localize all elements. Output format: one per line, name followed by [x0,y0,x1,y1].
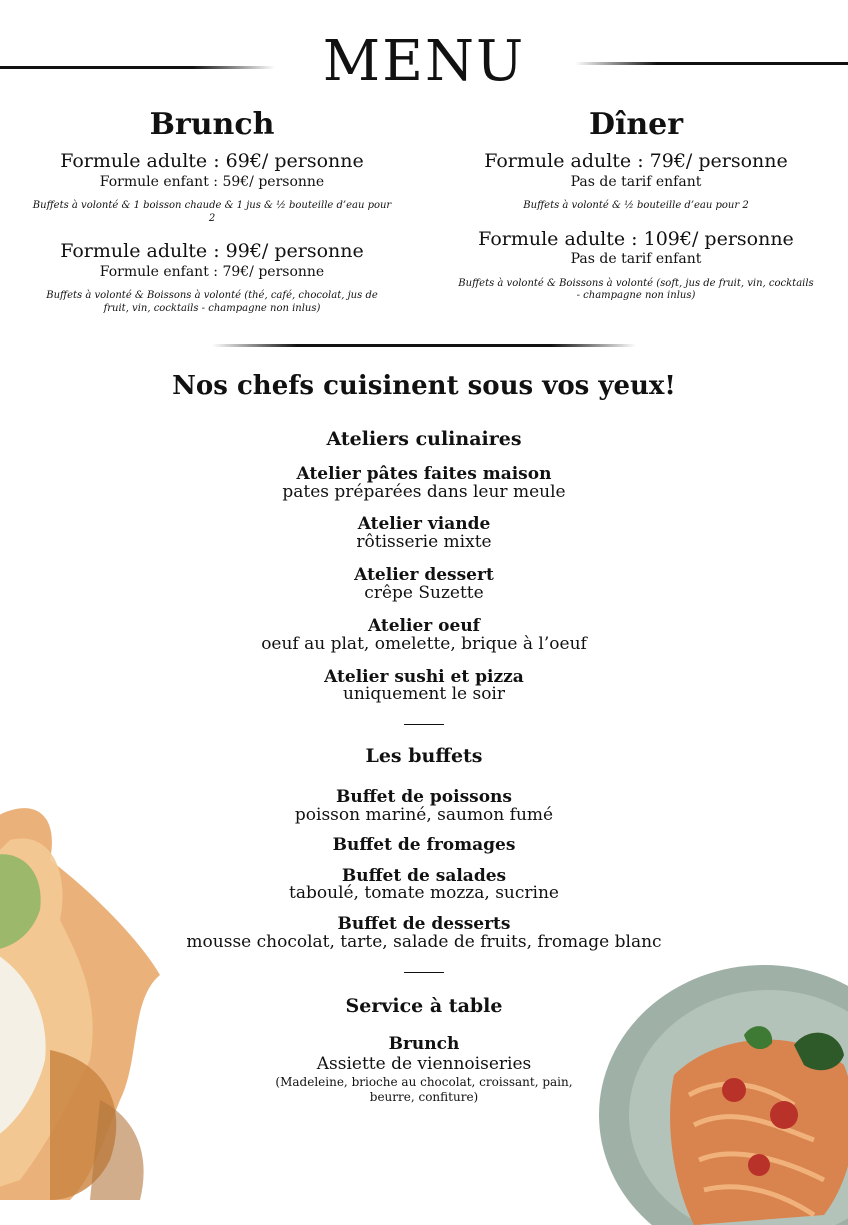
service-sub-heading: Brunch [388,1033,460,1054]
brunch-child-price-2: Formule enfant : 79€/ personne [99,263,325,280]
brunch-heading: Brunch [149,107,275,142]
atelier-desc: rôtisserie mixte [356,532,492,553]
atelier-desc: pates préparées dans leur meule [282,481,566,502]
atelier-name: Atelier dessert [354,565,494,586]
atelier-item [0,516,848,552]
diner-child-price-1: Pas de tarif enfant [570,173,702,190]
diner-child-price-2: Pas de tarif enfant [570,251,702,268]
atelier-name: Atelier oeuf [368,615,480,636]
short-divider [404,724,444,725]
buffet-name: Buffet de salades [341,865,507,886]
diner-note-1: Buffets à volonté & ½ bouteille d’eau pour 2 [523,200,749,212]
brunch-adult-price-1: Formule adulte : 69€/ personne [60,150,364,172]
section-divider [212,344,636,347]
atelier-item [0,666,848,705]
atelier-name: Atelier sushi et pizza [324,666,524,687]
atelier-name: Atelier pâtes faites maison [296,463,552,484]
buffet-name: Buffet de desserts [337,914,511,935]
page-title: MENU [322,29,526,94]
brunch-child-price-1: Formule enfant : 59€/ personne [99,173,325,190]
atelier-desc: uniquement le soir [342,684,505,705]
service-heading: Service à table [345,994,503,1017]
atelier-desc: oeuf au plat, omelette, brique à l’oeuf [261,633,587,654]
buffets-heading: Les buffets [365,745,483,768]
service-detail: (Madeleine, brioche au chocolat, croissant, pain, beurre, confiture) [275,1075,573,1104]
brunch-note-1: Buffets à volonté & 1 boisson chaude & 1 jus & ½ bouteille d’eau pour 2 [32,200,392,224]
chefs-heading: Nos chefs cuisinent sous vos yeux! [172,371,676,401]
diner-adult-price-2: Formule adulte : 109€/ personne [478,227,794,250]
brunch-note-2: Buffets à volonté & Boissons à volonté (thé, café, chocolat, jus de fruit, vin, cocktails - champagne non inlus) [46,290,378,314]
buffet-item [0,916,848,952]
diner-note-2: Buffets à volonté & Boissons à volonté (soft, jus de fruit, vin, cocktails - champagne non inlus) [458,277,814,302]
ateliers-heading: Ateliers culinaires [326,428,522,450]
buffet-desc: taboulé, tomate mozza, sucrine [289,883,559,904]
buffet-desc: poisson mariné, saumon fumé [294,804,554,825]
diner-heading: Dîner [588,107,684,142]
diner-column [436,108,836,303]
atelier-name: Atelier viande [357,514,491,535]
buffet-name: Buffet de poissons [336,787,512,808]
buffet-desc: mousse chocolat, tarte, salade de fruits, fromage blanc [186,932,662,953]
brunch-column [12,108,412,315]
chef-sections [0,428,848,1104]
atelier-desc: crêpe Suzette [364,583,484,604]
service-item: Assiette de viennoiseries [316,1053,532,1074]
buffet-name: Buffet de fromages [332,834,516,855]
atelier-item [0,567,848,603]
short-divider [404,972,444,973]
atelier-item [0,463,848,502]
atelier-item [0,615,848,654]
buffet-item [0,865,848,904]
brunch-adult-price-2: Formule adulte : 99€/ personne [60,240,364,263]
diner-adult-price-1: Formule adulte : 79€/ personne [484,150,788,172]
buffet-item [0,834,848,855]
buffet-item [0,789,848,825]
